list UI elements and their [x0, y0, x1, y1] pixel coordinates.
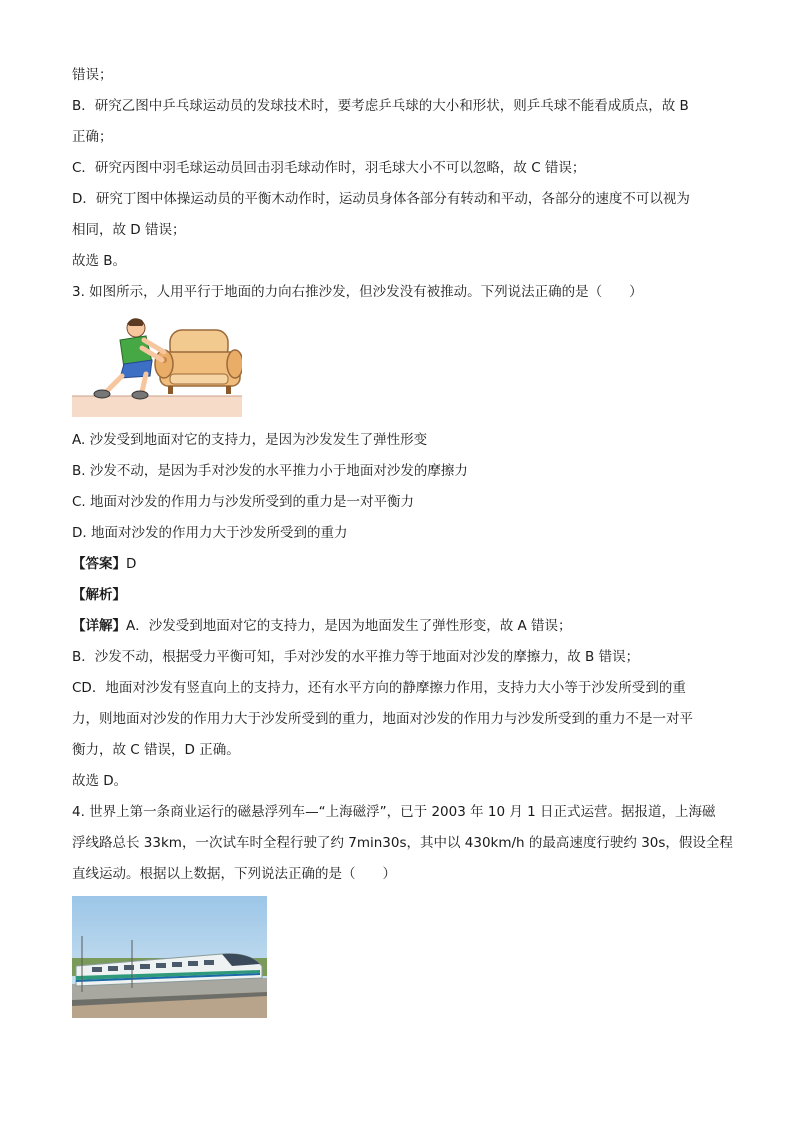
text-line: 正确；	[72, 129, 113, 145]
answer-line	[72, 549, 722, 580]
option-a: A. 沙发受到地面对它的支持力，是因为沙发发生了弹性形变	[72, 432, 428, 448]
maglev-train-photo	[72, 896, 267, 1018]
option-d: D. 地面对沙发的作用力大于沙发所受到的重力	[72, 525, 348, 541]
analysis-line	[72, 580, 722, 611]
text-line: 浮线路总长 33km，一次试车时全程行驶了约 7min30s，其中以 430km/h 的最高速度行驶约 30s，假设全程	[72, 835, 733, 851]
question-4-stem: 4. 世界上第一条商业运行的磁悬浮列车—“上海磁浮”，已于 2003 年 10 月 1 日正式运营。据报道，上海磁	[72, 804, 716, 820]
answer-tag: 【答案】	[72, 556, 126, 572]
option-b: B. 沙发不动，是因为手对沙发的水平推力小于地面对沙发的摩擦力	[72, 463, 468, 479]
detail-line	[72, 611, 722, 642]
text-line: 故选 B。	[72, 253, 127, 269]
detail-text: A．沙发受到地面对它的支持力，是因为地面发生了弹性形变，故 A 错误；	[126, 618, 572, 634]
question-3-stem: 3. 如图所示，人用平行于地面的力向右推沙发，但沙发没有被推动。下列说法正确的是（ ）	[72, 284, 643, 300]
text-line: 直线运动。根据以上数据，下列说法正确的是（ ）	[72, 866, 396, 882]
detail-tag: 【详解】	[72, 618, 126, 634]
answer-value: D	[126, 556, 137, 572]
option-c: C. 地面对沙发的作用力与沙发所受到的重力是一对平衡力	[72, 494, 415, 510]
text-line: 相同，故 D 错误；	[72, 222, 186, 238]
text-line: D．研究丁图中体操运动员的平衡木动作时，运动员身体各部分有转动和平动，各部分的速度不可以视为	[72, 191, 690, 207]
text-line: CD．地面对沙发有竖直向上的支持力，还有水平方向的静摩擦力作用，支持力大小等于沙发所受到的重	[72, 680, 686, 696]
text-line: B．研究乙图中乒乓球运动员的发球技术时，要考虑乒乓球的大小和形状，则乒乓球不能看成质点，故 B	[72, 98, 689, 114]
text-line: B．沙发不动，根据受力平衡可知，手对沙发的水平推力等于地面对沙发的摩擦力，故 B 错误；	[72, 649, 640, 665]
text-line: C．研究丙图中羽毛球运动员回击羽毛球动作时，羽毛球大小不可以忽略，故 C 错误；	[72, 160, 586, 176]
boy-pushing-sofa-figure	[72, 312, 242, 417]
analysis-tag: 【解析】	[72, 587, 126, 603]
text-line: 力，则地面对沙发的作用力大于沙发所受到的重力，地面对沙发的作用力与沙发所受到的重力不是一对平	[72, 711, 693, 727]
text-line: 故选 D。	[72, 773, 128, 789]
document-page	[72, 60, 733, 1018]
text-line: 错误；	[72, 67, 113, 83]
text-line: 衡力，故 C 错误，D 正确。	[72, 742, 240, 758]
